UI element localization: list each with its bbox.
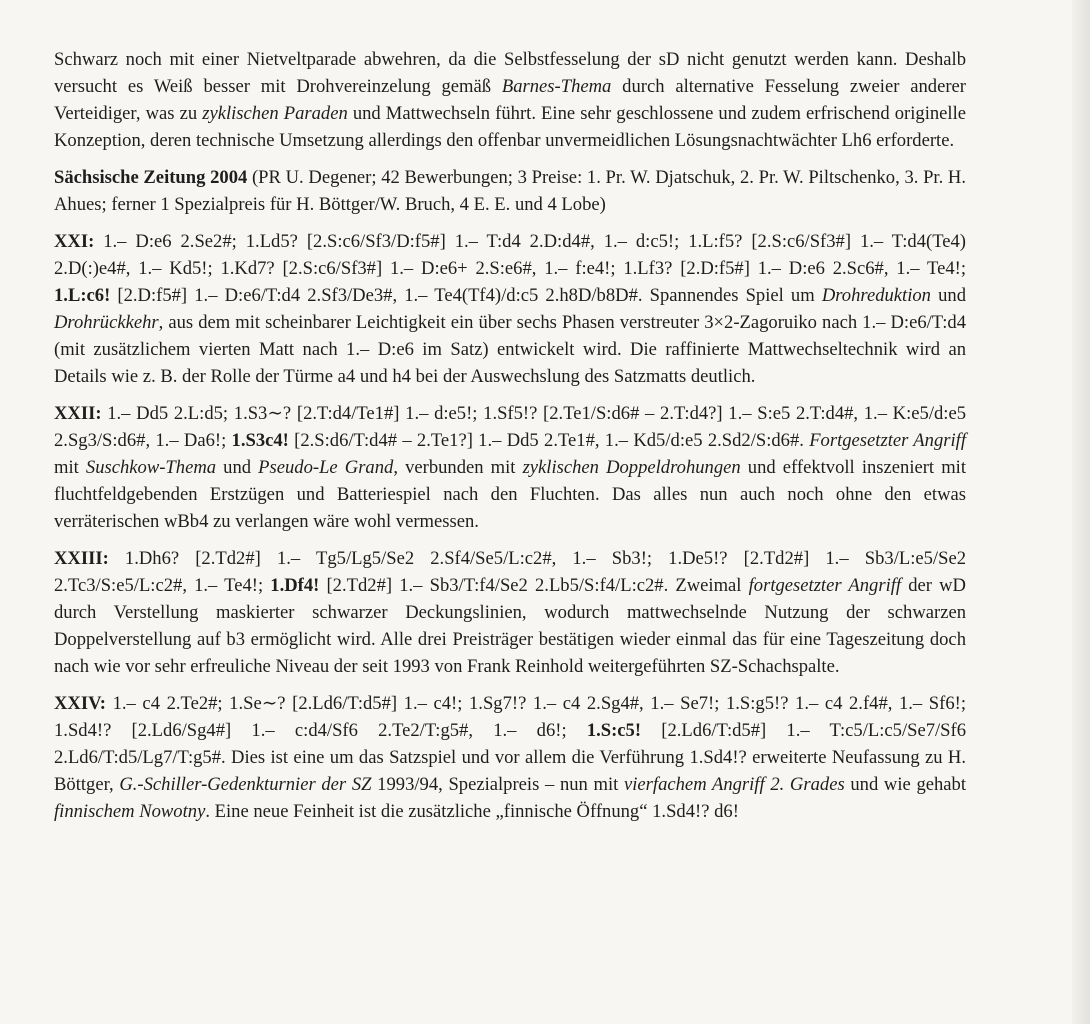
- tourney-paragraph: Sächsische Zeitung 2004 (PR U. Degener; 42 Bewerbungen; 3 Preise: 1. Pr. W. Djatschuk, 2. Pr. W. Piltschenko, 3. Pr. H. Ahues; ferner 1 Spezialpreis für H. Böttger/W. Bruch, 4 E. E. und 4 Lobe): [54, 167, 967, 215]
- problem-label: XXIV:: [54, 693, 107, 714]
- problem-xxi: XXI: 1.– D:e6 2.Se2#; 1.Ld5? [2.S:c6/Sf3/D:f5#] 1.– T:d4 2.D:d4#, 1.– d:c5!; 1.L:f5? [2.S:c6/Sf3#] 1.– T:d4(Te4) 2.D(:)e4#, 1.– Kd5!; 1.Kd7? [2.S:c6/Sf3#] 1.– D:e6+ 2.S:e6#, 1.– f:e4!; 1.Lf3? [2.D:f5#] 1.– D:e6 2.Sc6#, 1.– Te4!; 1.L:c6! [2.D:f5#] 1.– D:e6/T:d4 2.Sf3/De3#, 1.– Te4(Tf4)/d:c5 2.h8D/b8D#. Spannendes Spiel um Drohreduktion und Drohrückkehr, aus dem mit scheinbarer Leichtigkeit ein über sechs Phasen verstreuter 3×2-Zagoruiko nach 1.– D:e6/T:d4 (mit zusätzlichem vierten Matt nach 1.– D:e6 im Satz) entwickelt wird. Die raffinierte Mattwechseltechnik wird an Details wie z. B. der Rolle der Türme a4 und h4 bei der Auswechslung des Satzmatts deutlich.: [54, 231, 966, 387]
- problem-label: XXII:: [54, 403, 102, 424]
- page-spine-shadow: [1072, 0, 1090, 1024]
- key-move: 1.S:c5!: [586, 720, 642, 741]
- problem-xxii: XXII: 1.– Dd5 2.L:d5; 1.S3∼? [2.T:d4/Te1#] 1.– d:e5!; 1.Sf5!? [2.Te1/S:d6# – 2.T:d4?] 1.– S:e5 2.T:d4#, 1.– K:e5/d:e5 2.Sg3/S:d6#, 1.– Da6!; 1.S3c4! [2.S:d6/T:d4# – 2.Te1?] 1.– Dd5 2.Te1#, 1.– Kd5/d:e5 2.Sd2/S:d6#. Fortgesetzter Angriff mit Suschkow-Thema und Pseudo-Le Grand, verbunden mit zyklischen Doppeldrohungen und effektvoll inszeniert mit fluchtfeldgebenden Erstzügen und Batteriespiel nach den Fluchten. Das alles nun auch noch ohne den etwas verräterischen wBb4 zu verlangen wäre wohl vermessen.: [54, 403, 966, 532]
- key-move: 1.S3c4!: [231, 430, 289, 451]
- key-move: 1.L:c6!: [54, 285, 111, 306]
- problem-label: XXIII:: [54, 548, 109, 569]
- key-move: 1.Df4!: [270, 575, 320, 596]
- intro-paragraph: Schwarz noch mit einer Nietveltparade abwehren, da die Selbstfesselung der sD nicht genutzt werden kann. Deshalb versucht es Weiß besser mit Drohvereinzelung gemäß Barnes-Thema durch alternative Fesselung zweier anderer Verteidiger, was zu zyklischen Paraden und Mattwechseln führt. Eine sehr geschlossene und zudem erfrischend originelle Konzeption, deren technische Umsetzung allerdings den offenbar unvermeidlichen Lösungsnachtwächter Lh6 erforderte.: [54, 49, 967, 151]
- problem-xxiv: XXIV: 1.– c4 2.Te2#; 1.Se∼? [2.Ld6/T:d5#] 1.– c4!; 1.Sg7!? 1.– c4 2.Sg4#, 1.– Se7!; 1.S:g5!? 1.– c4 2.f4#, 1.– Sf6!; 1.Sd4!? [2.Ld6/Sg4#] 1.– c:d4/Sf6 2.Te2/T:g5#, 1.– d6!; 1.S:c5! [2.Ld6/T:d5#] 1.– T:c5/L:c5/Se7/Sf6 2.Ld6/T:d5/Lg7/T:g5#. Dies ist eine um das Satzspiel und vor allem die Verführung 1.Sd4!? erweiterte Neufassung zu H. Böttger, G.-Schiller-Gedenkturnier der SZ 1993/94, Spezialpreis – nun mit vierfachem Angriff 2. Grades und wie gehabt finnischem Nowotny. Eine neue Feinheit ist die zusätzliche „finnische Öffnung“ 1.Sd4!? d6!: [54, 693, 967, 822]
- problem-label: XXI:: [54, 231, 95, 252]
- problem-xxiii: XXIII: 1.Dh6? [2.Td2#] 1.– Tg5/Lg5/Se2 2.Sf4/Se5/L:c2#, 1.– Sb3!; 1.De5!? [2.Td2#] 1.– Sb3/L:e5/Se2 2.Tc3/S:e5/L:c2#, 1.– Te4!; 1.Df4! [2.Td2#] 1.– Sb3/T:f4/Se2 2.Lb5/S:f4/L:c2#. Zweimal fortgesetzter Angriff der wD durch Verstellung maskierter schwarzer Deckungslinien, wodurch mattwechselnde Nutzung der schwarzen Doppelverstellung auf b3 ermöglicht wird. Alle drei Preisträger bestätigen wieder einmal das für eine Tageszeitung doch nach wie vor sehr erfreuliche Niveau der seit 1993 von Frank Reinhold weitergeführten SZ-Schachspalte.: [54, 548, 966, 677]
- tourney-heading: Sächsische Zeitung 2004: [54, 167, 248, 188]
